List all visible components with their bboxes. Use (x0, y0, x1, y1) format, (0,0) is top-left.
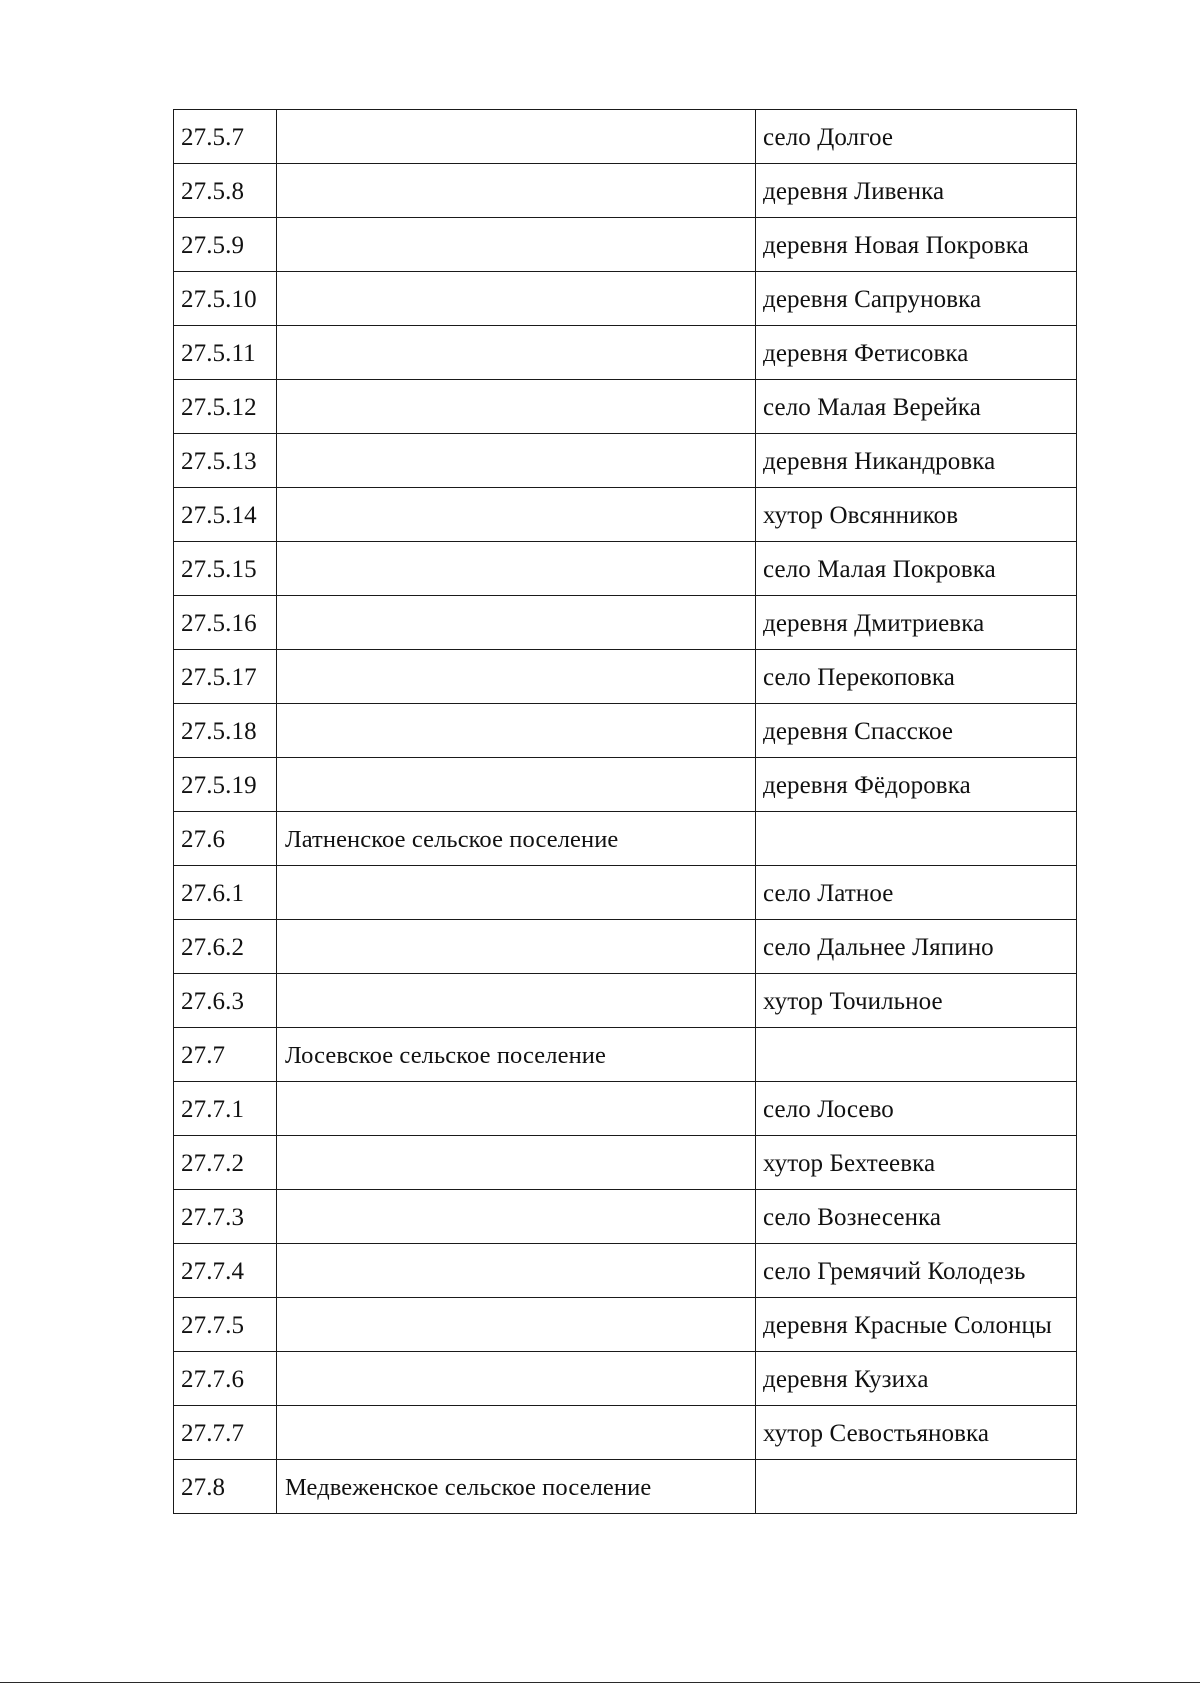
settlement-cell (277, 272, 756, 326)
row-number-cell: 27.7.4 (174, 1244, 277, 1298)
settlement-cell (277, 434, 756, 488)
table-row (174, 812, 1077, 866)
table-row (174, 1406, 1077, 1460)
table-row (174, 488, 1077, 542)
settlement-cell: Лосевское сельское поселение (277, 1028, 756, 1082)
settlement-cell (277, 542, 756, 596)
row-number-cell: 27.7.7 (174, 1406, 277, 1460)
row-number-cell: 27.6 (174, 812, 277, 866)
table-row (174, 1298, 1077, 1352)
settlement-cell (277, 1406, 756, 1460)
settlement-cell (277, 758, 756, 812)
row-number-cell: 27.5.11 (174, 326, 277, 380)
locality-cell: хутор Бехтеевка (756, 1136, 1077, 1190)
table-row (174, 164, 1077, 218)
row-number-cell: 27.5.12 (174, 380, 277, 434)
locality-cell: село Вознесенка (756, 1190, 1077, 1244)
row-number-cell: 27.6.2 (174, 920, 277, 974)
locality-cell: село Малая Покровка (756, 542, 1077, 596)
settlement-cell (277, 488, 756, 542)
locality-cell: деревня Ливенка (756, 164, 1077, 218)
table-row (174, 1136, 1077, 1190)
row-number-cell: 27.5.9 (174, 218, 277, 272)
locality-cell: село Малая Верейка (756, 380, 1077, 434)
table-row (174, 758, 1077, 812)
settlement-cell (277, 704, 756, 758)
row-number-cell: 27.6.3 (174, 974, 277, 1028)
table-row (174, 542, 1077, 596)
locality-cell: село Латное (756, 866, 1077, 920)
settlement-cell (277, 1244, 756, 1298)
table-row (174, 1190, 1077, 1244)
locality-cell (756, 1028, 1077, 1082)
locality-cell: село Перекоповка (756, 650, 1077, 704)
locality-cell: деревня Сапруновка (756, 272, 1077, 326)
table-row (174, 380, 1077, 434)
locality-cell: деревня Фетисовка (756, 326, 1077, 380)
bottom-rule (0, 1682, 1200, 1683)
row-number-cell: 27.8 (174, 1460, 277, 1514)
locality-cell: хутор Точильное (756, 974, 1077, 1028)
locality-cell: деревня Дмитриевка (756, 596, 1077, 650)
row-number-cell: 27.5.19 (174, 758, 277, 812)
table-row (174, 1352, 1077, 1406)
table-row (174, 1028, 1077, 1082)
settlement-cell (277, 110, 756, 164)
locality-cell: село Долгое (756, 110, 1077, 164)
locality-cell: село Дальнее Ляпино (756, 920, 1077, 974)
settlement-cell (277, 1190, 756, 1244)
settlement-cell (277, 596, 756, 650)
table-row (174, 110, 1077, 164)
table-row (174, 974, 1077, 1028)
table-row (174, 920, 1077, 974)
settlement-cell (277, 974, 756, 1028)
table-body (174, 110, 1077, 1514)
settlement-cell (277, 866, 756, 920)
settlement-cell (277, 380, 756, 434)
row-number-cell: 27.6.1 (174, 866, 277, 920)
row-number-cell: 27.5.14 (174, 488, 277, 542)
row-number-cell: 27.7.2 (174, 1136, 277, 1190)
table-row (174, 866, 1077, 920)
table-row (174, 1082, 1077, 1136)
row-number-cell: 27.7.5 (174, 1298, 277, 1352)
locality-cell: деревня Никандровка (756, 434, 1077, 488)
settlement-cell (277, 1352, 756, 1406)
row-number-cell: 27.5.13 (174, 434, 277, 488)
row-number-cell: 27.5.10 (174, 272, 277, 326)
settlement-cell (277, 164, 756, 218)
table-row (174, 434, 1077, 488)
locality-cell: деревня Кузиха (756, 1352, 1077, 1406)
settlement-cell (277, 1082, 756, 1136)
settlement-cell: Латненское сельское поселение (277, 812, 756, 866)
row-number-cell: 27.5.18 (174, 704, 277, 758)
settlement-cell (277, 650, 756, 704)
row-number-cell: 27.7.6 (174, 1352, 277, 1406)
row-number-cell: 27.5.15 (174, 542, 277, 596)
table-row (174, 326, 1077, 380)
row-number-cell: 27.5.8 (174, 164, 277, 218)
locality-cell: деревня Фёдоровка (756, 758, 1077, 812)
locality-cell: село Гремячий Колодезь (756, 1244, 1077, 1298)
row-number-cell: 27.7.1 (174, 1082, 277, 1136)
locality-cell: деревня Спасское (756, 704, 1077, 758)
locality-cell: хутор Овсянников (756, 488, 1077, 542)
settlement-cell: Медвеженское сельское поселение (277, 1460, 756, 1514)
settlements-table (173, 109, 1077, 1514)
table-row (174, 650, 1077, 704)
row-number-cell: 27.7.3 (174, 1190, 277, 1244)
row-number-cell: 27.7 (174, 1028, 277, 1082)
settlement-cell (277, 326, 756, 380)
row-number-cell: 27.5.16 (174, 596, 277, 650)
table-row (174, 596, 1077, 650)
locality-cell (756, 812, 1077, 866)
table-row (174, 1244, 1077, 1298)
row-number-cell: 27.5.7 (174, 110, 277, 164)
locality-cell: деревня Красные Солонцы (756, 1298, 1077, 1352)
settlement-cell (277, 1136, 756, 1190)
row-number-cell: 27.5.17 (174, 650, 277, 704)
settlement-cell (277, 218, 756, 272)
settlement-cell (277, 920, 756, 974)
locality-cell (756, 1460, 1077, 1514)
locality-cell: деревня Новая Покровка (756, 218, 1077, 272)
table-row (174, 218, 1077, 272)
table-row (174, 1460, 1077, 1514)
settlement-cell (277, 1298, 756, 1352)
table-row (174, 704, 1077, 758)
locality-cell: село Лосево (756, 1082, 1077, 1136)
table-row (174, 272, 1077, 326)
locality-cell: хутор Севостьяновка (756, 1406, 1077, 1460)
